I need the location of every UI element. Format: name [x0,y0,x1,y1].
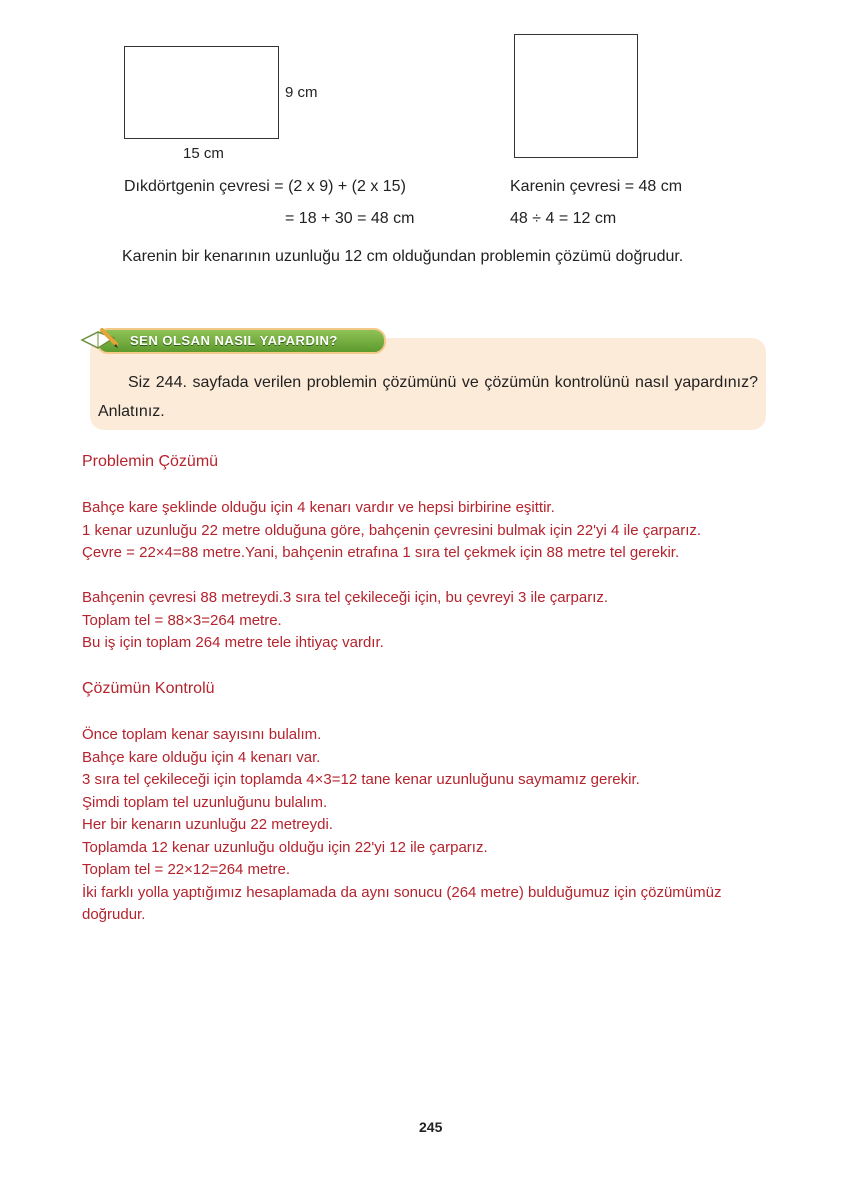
control-line: Şimdi toplam tel uzunluğunu bulalım. [82,793,328,811]
square-perimeter-line1: Karenin çevresi = 48 cm [510,178,683,195]
control-line: Toplamda 12 kenar uzunluğu olduğu için 22'yi 12 ile çarparız. [82,838,488,856]
control-line: doğrudur. [82,906,146,923]
solution-paragraph-1 [82,497,701,565]
banner-label: SEN OLSAN NASIL YAPARDIN? [130,333,338,348]
rectangle-perimeter-line1: Dıkdörtgenin çevresi = (2 x 9) + (2 x 15) [124,178,406,195]
control-line: Toplam tel = 22×12=264 metre. [82,861,291,878]
question-text: Siz 244. sayfada verilen problemin çözümünü ve çözümün kontrolünü nasıl yapardınız? Anlatınız. [98,374,758,420]
control-line: Bahçe kare olduğu için 4 kenarı var. [82,748,321,766]
rectangle-figure [124,46,279,139]
conclusion-text: Karenin bir kenarının uzunluğu 12 cm olduğundan problemin çözümü doğrudur. [122,248,684,265]
solution-line: Bu iş için toplam 264 metre tele ihtiyaç vardır. [82,634,384,651]
rectangle-height-label: 9 cm [285,84,318,101]
solution-title: Problemin Çözümü [82,453,219,470]
solution-line: Bahçenin çevresi 88 metreydi.3 sıra tel çekileceği için, bu çevreyi 3 ile çarparız. [82,589,609,606]
rectangle-width-label: 15 cm [183,145,224,162]
control-title: Çözümün Kontrolü [82,680,215,697]
solution-paragraph-2 [82,587,608,655]
square-perimeter-line2: 48 ÷ 4 = 12 cm [510,210,617,227]
solution-line: Çevre = 22×4=88 metre.Yani, bahçenin etrafına 1 sıra tel çekmek için 88 metre tel gerekir. [82,544,680,561]
control-line: Her bir kenarın uzunluğu 22 metreydi. [82,816,333,833]
page-number: 245 [419,1119,443,1135]
solution-line: 1 kenar uzunluğu 22 metre olduğuna göre, bahçenin çevresini bulmak için 22'yi 4 ile çarparız. [82,521,702,539]
rectangle-perimeter-line2: = 18 + 30 = 48 cm [285,210,415,227]
solution-line: Toplam tel = 88×3=264 metre. [82,611,282,629]
sen-olsan-banner [96,328,386,354]
book-pencil-icon [80,324,114,350]
control-line: Önce toplam kenar sayısını bulalım. [82,726,322,743]
solution-line: Bahçe kare şeklinde olduğu için 4 kenarı vardır ve hepsi birbirine eşittir. [82,499,555,516]
control-line: İki farklı yolla yaptığımız hesaplamada da aynı sonucu (264 metre) bulduğumuz için çözümümüz [82,883,722,901]
control-paragraph [82,724,721,927]
control-line: 3 sıra tel çekileceği için toplamda 4×3=12 tane kenar uzunluğunu saymamız gerekir. [82,771,640,788]
square-figure [514,34,638,158]
